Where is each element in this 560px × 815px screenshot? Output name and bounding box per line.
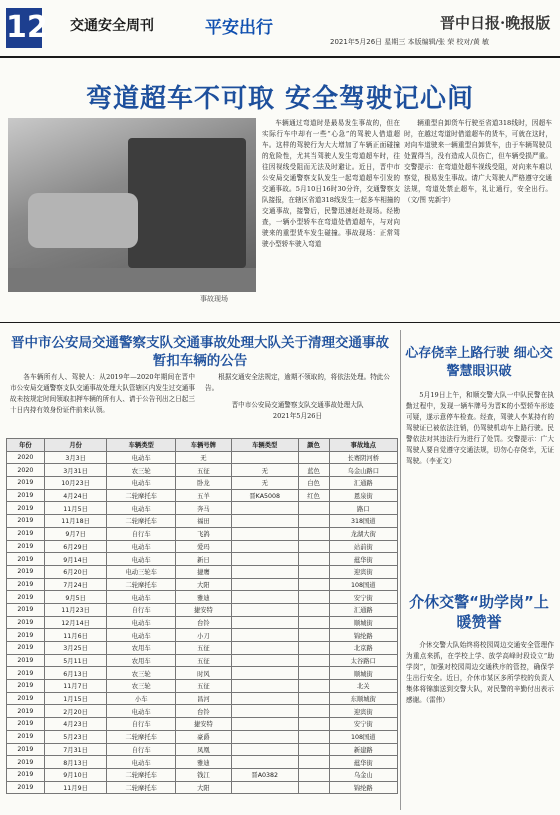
table-cell <box>231 654 298 667</box>
table-cell: 新日 <box>175 553 231 566</box>
table-cell: 电动车 <box>107 540 175 553</box>
table-cell: 11月23日 <box>44 603 107 616</box>
table-cell: 11月5日 <box>44 502 107 515</box>
table-cell <box>298 540 329 553</box>
table-cell: 电动车 <box>107 629 175 642</box>
table-cell: 2019 <box>7 629 45 642</box>
table-cell: 无 <box>231 477 298 490</box>
table-cell: 3月31日 <box>44 464 107 477</box>
table-cell: 自行车 <box>107 603 175 616</box>
table-row <box>7 730 398 743</box>
table-cell: 2019 <box>7 616 45 629</box>
table-row <box>7 464 398 477</box>
table-cell <box>298 502 329 515</box>
table-cell: 五征 <box>175 654 231 667</box>
table-row <box>7 756 398 769</box>
table-cell: 3月25日 <box>44 642 107 655</box>
table-row <box>7 629 398 642</box>
accident-photo <box>8 118 256 292</box>
notice-paragraph: 各车辆所有人、驾驶人：从2019年—2020年期间在晋中市公安局交通警察支队交通事故处理大队管辖区内发生过交通事故未按规定时间领取扣押车辆的所有人、请于公告刊出之日起三十日内持有效身份证件前来认领。 <box>10 373 195 414</box>
table-row <box>7 515 398 528</box>
table-cell: 电动车 <box>107 756 175 769</box>
table-cell: 11月18日 <box>44 515 107 528</box>
table-cell <box>231 603 298 616</box>
issue-meta: 2021年5月26日 星期三 本版编辑/张 荣 校对/黄 敏 <box>330 38 490 46</box>
table-cell: 捷安特 <box>175 603 231 616</box>
photo-caption: 事故现场 <box>200 295 228 303</box>
table-cell: 9月7日 <box>44 527 107 540</box>
table-cell <box>231 730 298 743</box>
table-cell: 108国道 <box>329 730 397 743</box>
table-cell: 五征 <box>175 642 231 655</box>
table-cell: 2019 <box>7 667 45 680</box>
table-cell: 5月23日 <box>44 730 107 743</box>
table-cell <box>231 451 298 464</box>
table-cell <box>231 642 298 655</box>
table-cell: 9月10日 <box>44 768 107 781</box>
table-cell: 蓝色 <box>298 464 329 477</box>
table-cell: 2019 <box>7 578 45 591</box>
table-cell <box>298 680 329 693</box>
table-cell <box>298 781 329 794</box>
table-cell <box>231 527 298 540</box>
table-cell: 2019 <box>7 680 45 693</box>
table-cell <box>298 603 329 616</box>
table-cell: 迎宾街 <box>329 705 397 718</box>
table-cell: 2月20日 <box>44 705 107 718</box>
table-cell: 安宁街 <box>329 718 397 731</box>
table-cell: 2019 <box>7 527 45 540</box>
table-cell: 钱江 <box>175 768 231 781</box>
table-header-row <box>7 439 398 452</box>
table-cell: 2020 <box>7 451 45 464</box>
signature-org: 晋中市公安局交通警察支队交通事故处理大队 <box>231 401 364 409</box>
table-row <box>7 451 398 464</box>
notice-title: 晋中市公安局交通警察支队交通事故处理大队关于清理交通事故暂扣车辆的公告 <box>11 335 389 369</box>
vehicle-table <box>6 438 398 794</box>
table-cell: 小刀 <box>175 629 231 642</box>
table-cell: 4月23日 <box>44 718 107 731</box>
table-row <box>7 692 398 705</box>
table-cell: 豪爵 <box>175 730 231 743</box>
table-cell: 恩泉街 <box>329 489 397 502</box>
table-cell <box>231 743 298 756</box>
section-divider <box>0 322 560 323</box>
table-body <box>7 451 398 794</box>
table-row <box>7 743 398 756</box>
right-article-text: 5月19日上午，和顺交警大队一中队民警在执勤过程中，发现一辆车牌号为晋K的小型轿车形迹可疑，遂示意停车检查。经查，驾驶人李某持有的驾驶证已被依法注销，仍驾驶机动车上路行驶。民警依法对其违法行为进行了处罚。交警提示：广大驾驶人要自觉遵守交通法规，切勿心存侥幸，无证驾驶。（李亚文） <box>406 391 554 465</box>
table-row <box>7 502 398 515</box>
table-cell <box>298 756 329 769</box>
table-cell: 蕴华街 <box>329 553 397 566</box>
table-cell <box>231 781 298 794</box>
notice-text-1 <box>10 372 195 416</box>
article-col-1 <box>262 118 400 308</box>
table-cell <box>298 565 329 578</box>
table-cell: 2019 <box>7 705 45 718</box>
column-rule <box>400 330 401 810</box>
table-row <box>7 540 398 553</box>
table-cell: 顺城街 <box>329 616 397 629</box>
table-cell: 2019 <box>7 756 45 769</box>
table-cell <box>231 629 298 642</box>
table-cell <box>231 515 298 528</box>
table-row <box>7 565 398 578</box>
table-cell: 108国道 <box>329 578 397 591</box>
table-cell: 乌金山 <box>329 768 397 781</box>
table-cell: 电动三轮车 <box>107 565 175 578</box>
table-cell: 白色 <box>298 477 329 490</box>
table-cell: 新建路 <box>329 743 397 756</box>
table-cell <box>231 718 298 731</box>
table-cell: 11月7日 <box>44 680 107 693</box>
table-cell: 东顺城街 <box>329 692 397 705</box>
table-cell: 318国道 <box>329 515 397 528</box>
table-row <box>7 667 398 680</box>
table-cell: 五征 <box>175 464 231 477</box>
table-cell: 2019 <box>7 553 45 566</box>
table-header-cell: 车辆类型 <box>231 439 298 452</box>
table-cell: 2019 <box>7 730 45 743</box>
table-cell: 11月9日 <box>44 781 107 794</box>
table-cell: 北关 <box>329 680 397 693</box>
table-cell: 大阳 <box>175 578 231 591</box>
table-cell <box>298 451 329 464</box>
table-cell: 2019 <box>7 781 45 794</box>
table-cell: 红色 <box>298 489 329 502</box>
table-cell: 12月14日 <box>44 616 107 629</box>
table-cell <box>231 705 298 718</box>
table-cell: 农三轮 <box>107 464 175 477</box>
table-cell: 2019 <box>7 654 45 667</box>
table-cell: 五征 <box>175 680 231 693</box>
table-cell: 农用车 <box>107 642 175 655</box>
table-cell: 乌金山路口 <box>329 464 397 477</box>
table-row <box>7 477 398 490</box>
table-cell: 7月31日 <box>44 743 107 756</box>
table-cell: 卧龙 <box>175 477 231 490</box>
photo-road <box>8 268 256 292</box>
table-cell <box>298 616 329 629</box>
table-cell: 爱玛 <box>175 540 231 553</box>
table-cell: 电动车 <box>107 477 175 490</box>
table-row <box>7 553 398 566</box>
table-cell: 汇通路 <box>329 603 397 616</box>
table-row <box>7 527 398 540</box>
table-cell <box>298 591 329 604</box>
table-cell <box>231 667 298 680</box>
table-header-cell: 车辆号牌 <box>175 439 231 452</box>
table-cell: 凤凰 <box>175 743 231 756</box>
table-cell: 飞鸽 <box>175 527 231 540</box>
table-cell: 9月5日 <box>44 591 107 604</box>
signature-date: 2021年5月26日 <box>272 412 323 420</box>
notice-signature <box>205 400 390 422</box>
table-cell: 电动车 <box>107 705 175 718</box>
right-article-2-title: 介休交警“助学岗”上暖赞誉 <box>409 593 549 631</box>
table-cell: 路口 <box>329 502 397 515</box>
table-header-cell: 年份 <box>7 439 45 452</box>
table-cell: 二轮摩托车 <box>107 781 175 794</box>
table-row <box>7 616 398 629</box>
table-cell: 龙湖大街 <box>329 527 397 540</box>
table-cell: 晋A0382 <box>231 768 298 781</box>
table-cell <box>231 680 298 693</box>
photo-truck <box>128 138 246 268</box>
table-cell <box>298 743 329 756</box>
table-cell: 6月29日 <box>44 540 107 553</box>
table-row <box>7 654 398 667</box>
table-row <box>7 781 398 794</box>
table-row <box>7 768 398 781</box>
article-text: 车辆通过弯道时是最易发生事故的，但在实际行车中却有一些“心急”的驾驶人借道超车。这样的驾驶行为大大增加了车辆正面碰撞的危险性，尤其当驾驶人发生弯道超车时，往往因视线受阻而无法及时避让。近日，晋中市公安局交通警察支队发生一起弯道超车引发的交通事故。5月10日16时30分许，交通警察支队接报，在辖区省道318线发生一起多车相撞的交通事故，接警后，民警迅速赶赴现场。经勘查，一辆小型轿车在弯道处借道超车，与对向驶来的重型货车发生碰撞。事故现场：正常驾驶小型轿车驶入弯道 <box>262 119 400 248</box>
table-cell: 太谷路口 <box>329 654 397 667</box>
table-cell: 台铃 <box>175 705 231 718</box>
right-article-2 <box>406 640 554 706</box>
table-header-cell: 颜色 <box>298 439 329 452</box>
table-cell <box>298 667 329 680</box>
table-cell: 五羊 <box>175 489 231 502</box>
table-cell: 2019 <box>7 718 45 731</box>
table-cell: 2019 <box>7 477 45 490</box>
main-headline: 弯道超车不可取 安全驾驶记心间 <box>85 84 475 114</box>
table-cell <box>231 591 298 604</box>
table-cell: 自行车 <box>107 718 175 731</box>
section-title: 交通安全周刊 <box>70 18 154 34</box>
table-cell: 农三轮 <box>107 680 175 693</box>
table-header-cell: 月份 <box>44 439 107 452</box>
table-cell <box>298 718 329 731</box>
table-cell <box>231 616 298 629</box>
table-cell: 4月24日 <box>44 489 107 502</box>
table-cell: 二轮摩托车 <box>107 489 175 502</box>
table-cell: 奔马 <box>175 502 231 515</box>
table-cell: 1月15日 <box>44 692 107 705</box>
table-cell: 二轮摩托车 <box>107 515 175 528</box>
right-article-1 <box>406 390 554 467</box>
table-cell: 2019 <box>7 768 45 781</box>
table-cell <box>298 553 329 566</box>
table-cell <box>231 692 298 705</box>
table-cell: 福田 <box>175 515 231 528</box>
subsection-title: 平安出行 <box>205 18 273 38</box>
table-cell <box>298 527 329 540</box>
table-cell <box>231 578 298 591</box>
table-cell: 无 <box>231 464 298 477</box>
table-cell <box>298 768 329 781</box>
table-cell: 锦纶路 <box>329 629 397 642</box>
table-cell: 安宁街 <box>329 591 397 604</box>
table-cell: 昌河 <box>175 692 231 705</box>
table-cell: 顺城街 <box>329 667 397 680</box>
right-article-1-title: 心存侥幸上路行驶 细心交警慧眼识破 <box>405 346 553 379</box>
table-cell: 农三轮 <box>107 667 175 680</box>
table-cell <box>298 654 329 667</box>
table-cell: 2019 <box>7 502 45 515</box>
photo-car <box>28 193 138 248</box>
table-cell: 电动车 <box>107 502 175 515</box>
table-cell <box>298 730 329 743</box>
table-cell: 10月23日 <box>44 477 107 490</box>
table-header-cell: 事故地点 <box>329 439 397 452</box>
table-cell: 晋KA5008 <box>231 489 298 502</box>
table-cell: 电动车 <box>107 616 175 629</box>
page-number: 12 <box>6 8 42 48</box>
table-row <box>7 718 398 731</box>
table-cell: 6月20日 <box>44 565 107 578</box>
table-cell: 3月3日 <box>44 451 107 464</box>
table-cell <box>231 565 298 578</box>
table-cell <box>231 540 298 553</box>
table-cell: 蕴华街 <box>329 756 397 769</box>
table-row <box>7 642 398 655</box>
table-cell: 锦纶路 <box>329 781 397 794</box>
table-cell: 5月11日 <box>44 654 107 667</box>
table-cell: 捷安特 <box>175 718 231 731</box>
table-cell: 自行车 <box>107 743 175 756</box>
table-cell: 2020 <box>7 464 45 477</box>
table-cell: 2019 <box>7 692 45 705</box>
table-cell: 9月14日 <box>44 553 107 566</box>
table-row <box>7 705 398 718</box>
notice-text-2 <box>205 372 390 394</box>
table-header-cell: 车辆类型 <box>107 439 175 452</box>
article-text: 辆重型自卸货车行驶至省道318线时，因超车时，在越过弯道时借道超车的货车，可就在这时，对向车道驶来一辆重型自卸货车，由于车辆驾驶员处置得当，没有造成人员伤亡，但车辆受损严重。交警提示：在弯道处超车视线受阻，对向来车难以察觉，极易发生事故。请广大驾驶人严格遵守交通法规，弯道处禁止超车，礼让通行，安全出行。（文/图 宪新宇） <box>404 119 552 204</box>
table-cell: 无 <box>175 451 231 464</box>
table-row <box>7 603 398 616</box>
article-col-2 <box>404 118 552 308</box>
table-cell <box>298 642 329 655</box>
table-cell: 小车 <box>107 692 175 705</box>
table-cell: 11月6日 <box>44 629 107 642</box>
table-cell <box>231 502 298 515</box>
table-row <box>7 591 398 604</box>
table-cell: 电动车 <box>107 451 175 464</box>
right-article-text: 介休交警大队始终将校园周边交通安全管理作为重点来抓，在学校上学、放学高峰时段设立“助学岗”，加强对校园周边交通秩序的管控，确保学生出行安全。近日，介休市某区多所学校的负责人集体将锦旗送到交警大队，对民警的辛勤付出表示感谢。（雷伟） <box>406 641 554 704</box>
table-cell: 自行车 <box>107 527 175 540</box>
table-row <box>7 680 398 693</box>
table-cell <box>298 692 329 705</box>
table-cell <box>298 515 329 528</box>
table-cell: 站前街 <box>329 540 397 553</box>
table-cell: 2019 <box>7 540 45 553</box>
table-cell: 2019 <box>7 565 45 578</box>
table-cell: 电动车 <box>107 591 175 604</box>
table-cell: 时风 <box>175 667 231 680</box>
table-cell: 2019 <box>7 591 45 604</box>
table-cell: 汇通路 <box>329 477 397 490</box>
table-cell: 2019 <box>7 515 45 528</box>
paper-logo: 晋中日报·晚报版 <box>440 14 551 32</box>
table-cell: 2019 <box>7 489 45 502</box>
table-cell <box>231 553 298 566</box>
table-cell: 二轮摩托车 <box>107 578 175 591</box>
table-cell <box>298 705 329 718</box>
table-cell: 农用车 <box>107 654 175 667</box>
table-cell: 大阳 <box>175 781 231 794</box>
table-cell <box>231 756 298 769</box>
table-cell: 2019 <box>7 642 45 655</box>
table-cell: 二轮摩托车 <box>107 730 175 743</box>
table-cell: 2019 <box>7 743 45 756</box>
table-row <box>7 578 398 591</box>
notice-paragraph: 根据交通安全法规定，逾期不领取的，将依法处理。特此公告。 <box>205 373 390 392</box>
table-cell: 北京路 <box>329 642 397 655</box>
table-cell: 雅迪 <box>175 591 231 604</box>
table-cell <box>298 629 329 642</box>
table-row <box>7 489 398 502</box>
table-cell <box>298 578 329 591</box>
masthead <box>0 0 560 58</box>
table-cell: 6月13日 <box>44 667 107 680</box>
table-cell: 2019 <box>7 603 45 616</box>
table-cell: 迎宾街 <box>329 565 397 578</box>
table-cell: 电动车 <box>107 553 175 566</box>
table-cell: 二轮摩托车 <box>107 768 175 781</box>
table-cell: 台铃 <box>175 616 231 629</box>
table-cell: 长赛阴河桥 <box>329 451 397 464</box>
table-cell: 雅迪 <box>175 756 231 769</box>
table-cell: 捷鹰 <box>175 565 231 578</box>
table-cell: 8月13日 <box>44 756 107 769</box>
table-cell: 7月24日 <box>44 578 107 591</box>
